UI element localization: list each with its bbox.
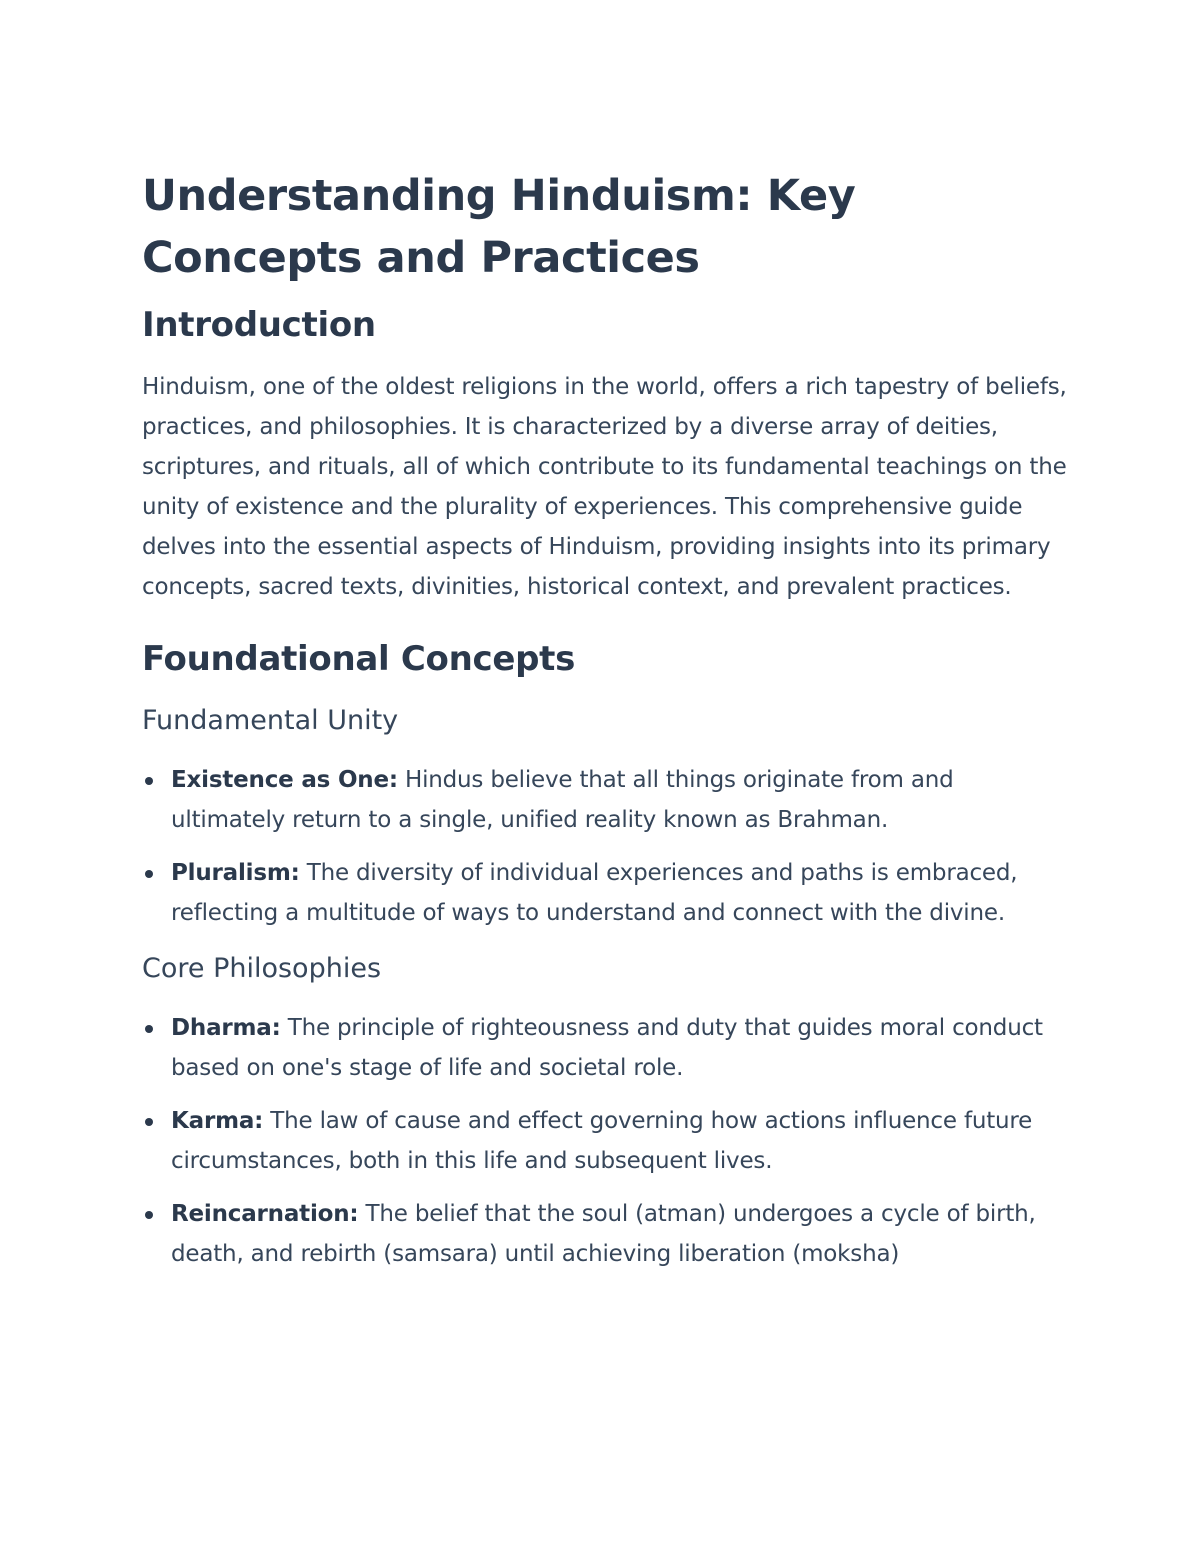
list-item-term: Dharma:	[171, 1015, 281, 1041]
list-item-term: Pluralism:	[171, 860, 300, 886]
bullet-icon	[145, 777, 153, 785]
core-philosophies-heading: Core Philosophies	[142, 953, 382, 984]
list-item-text: The law of cause and effect governing how actions influence future circumstances, both in this life and subsequent lives.	[171, 1108, 1033, 1174]
list-item-term: Karma:	[171, 1108, 264, 1134]
introduction-paragraph: Hinduism, one of the oldest religions in the world, offers a rich tapestry of beliefs, practices, and philosophies. It is characterized by a diverse array of deities, scriptures, and rituals, all of which contribute to its fundamental teachings on the unity of existence and the plurality of experiences. This comprehensive guide delves into the essential aspects of Hinduism, providing insights into its primary concepts, sacred texts, divinities, historical context, and prevalent practices.	[142, 374, 1067, 600]
fundamental-unity-list	[142, 761, 1072, 933]
core-philosophies-list	[142, 1009, 1072, 1274]
bullet-icon	[145, 870, 153, 878]
list-item-term: Existence as One:	[171, 767, 398, 793]
bullet-icon	[145, 1211, 153, 1219]
list-item-text: The belief that the soul (atman) undergoes a cycle of birth, death, and rebirth (samsara) until achieving liberation (moksha)	[171, 1201, 1036, 1267]
list-item	[142, 761, 1072, 840]
list-item	[142, 854, 1072, 933]
list-item-text: The principle of righteousness and duty that guides moral conduct based on one's stage of life and societal role.	[171, 1015, 1043, 1081]
fundamental-unity-heading: Fundamental Unity	[142, 705, 399, 736]
list-item	[142, 1009, 1072, 1088]
foundational-concepts-heading: Foundational Concepts	[142, 639, 576, 679]
list-item-term: Reincarnation:	[171, 1201, 359, 1227]
list-item	[142, 1102, 1072, 1181]
introduction-heading: Introduction	[142, 305, 376, 345]
document-title: Understanding Hinduism: Key Concepts and Practices	[142, 171, 856, 283]
bullet-icon	[145, 1118, 153, 1126]
document-page	[142, 165, 1072, 1274]
list-item-text: The diversity of individual experiences and paths is embraced, reflecting a multitude of ways to understand and connect with the divine.	[171, 860, 1018, 926]
bullet-icon	[145, 1025, 153, 1033]
list-item	[142, 1195, 1072, 1274]
list-item-text: Hindus believe that all things originate from and ultimately return to a single, unified reality known as Brahman.	[171, 767, 954, 833]
